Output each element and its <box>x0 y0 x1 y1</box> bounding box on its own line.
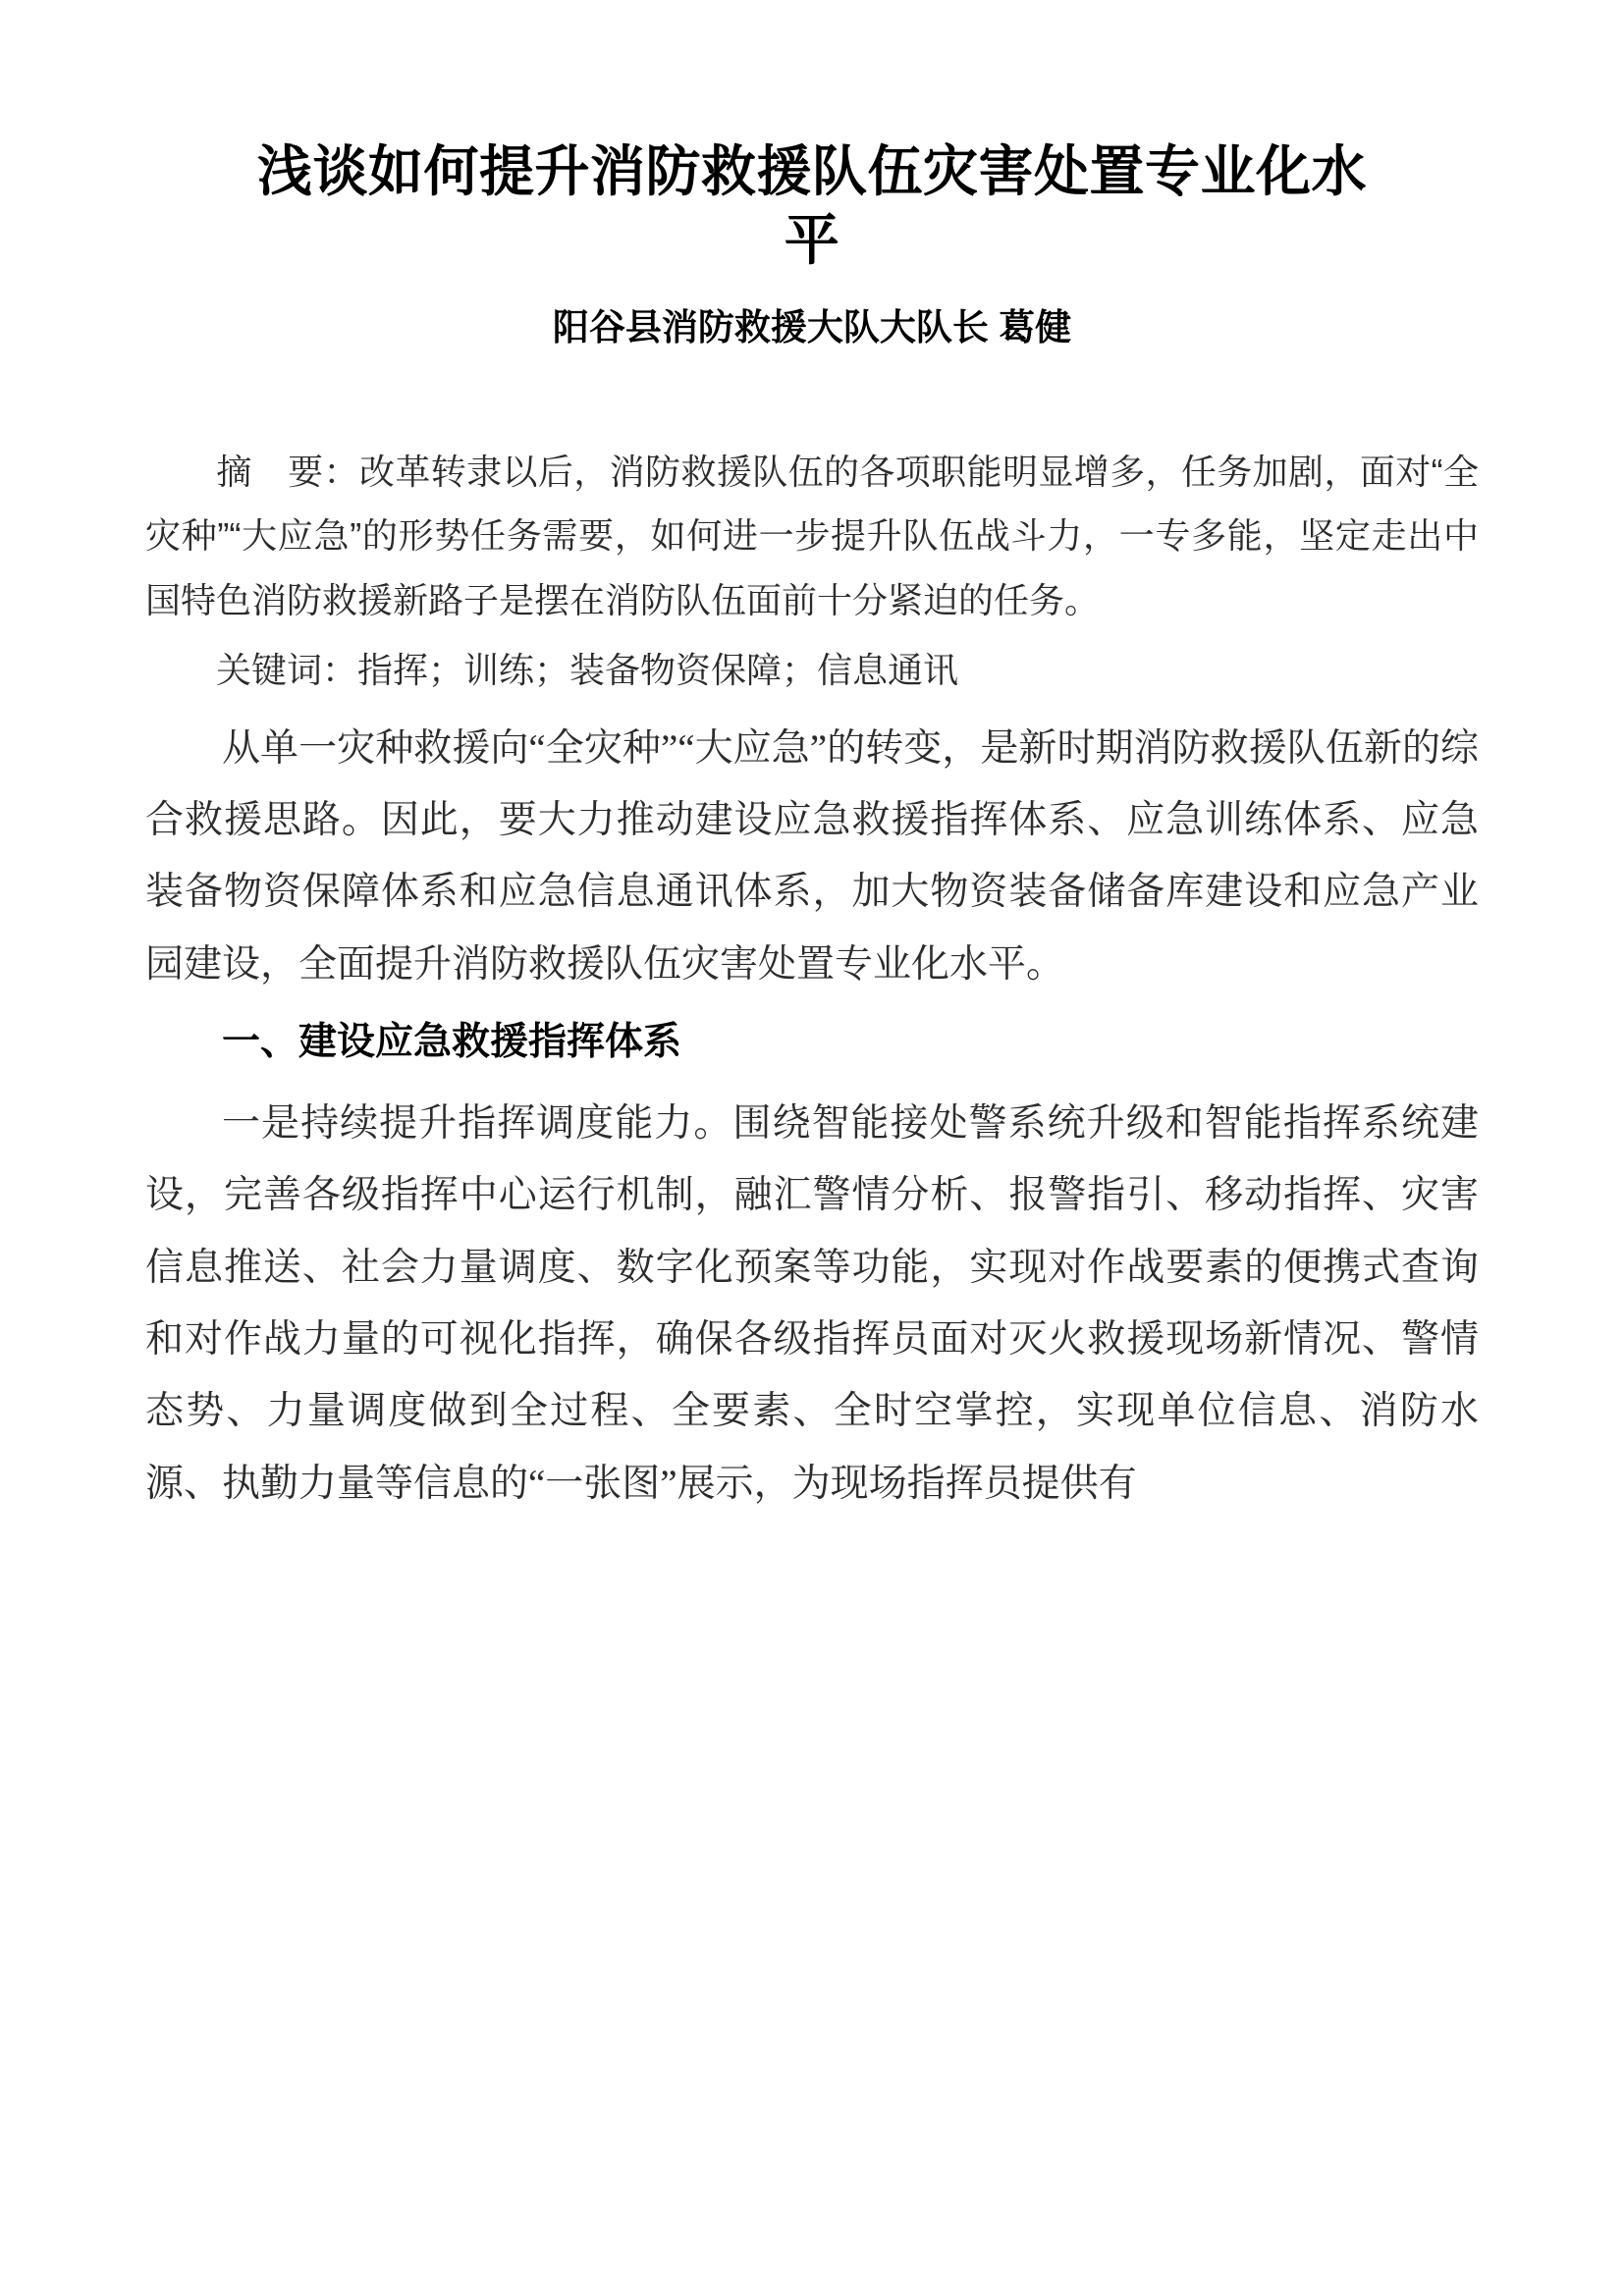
title-body-spacer <box>145 355 1479 440</box>
abstract-text: 改革转隶以后，消防救援队伍的各项职能明显增多，任务加剧，面对“全灾种”“大应急”的形势任务需要，如何进一步提升队伍战斗力，一专多能，坚定走出中国特色消防救援新路子是摆在消防队伍面前十分紧迫的任务。 <box>145 451 1479 620</box>
title-line-2: 平 <box>784 209 840 271</box>
abstract-label: 摘 要： <box>216 451 359 492</box>
title-line-1: 浅谈如何提升消防救援队伍灾害处置专业化水 <box>257 140 1367 202</box>
section-1-paragraph: 一是持续提升指挥调度能力。围绕智能接处警系统升级和智能指挥系统建设，完善各级指挥中心运行机制，融汇警情分析、报警指引、移动指挥、灾害信息推送、社会力量调度、数字化预案等功能，实现对作战要素的便携式查询和对作战力量的可视化指挥，确保各级指挥员面对灭火救援现场新情况、警情态势、力量调度做到全过程、全要素、全时空掌控，实现单位信息、消防水源、执勤力量等信息的“一张图”展示，为现场指挥员提供有 <box>145 1102 1479 1505</box>
section-heading-1: 一、建设应急救援指挥体系 <box>222 1020 682 1063</box>
body-paragraph-1: 从单一灾种救援向“全灾种”“大应急”的转变，是新时期消防救援队伍新的综合救援思路。因此，要大力推动建设应急救援指挥体系、应急训练体系、应急装备物资保障体系和应急信息通讯体系，加大物资装备储备库建设和应急产业园建设，全面提升消防救援队伍灾害处置专业化水平。 <box>145 726 1479 986</box>
author-byline: 阳谷县消防救援大队大队长 葛健 <box>552 307 1072 347</box>
keywords-paragraph: 关键词：指挥；训练；装备物资保障；信息通讯 <box>216 650 959 691</box>
abstract-paragraph <box>145 440 1479 633</box>
page-title <box>145 137 1479 275</box>
abstract-block <box>145 440 1479 703</box>
page-bottom-margin <box>0 2241 1624 2296</box>
